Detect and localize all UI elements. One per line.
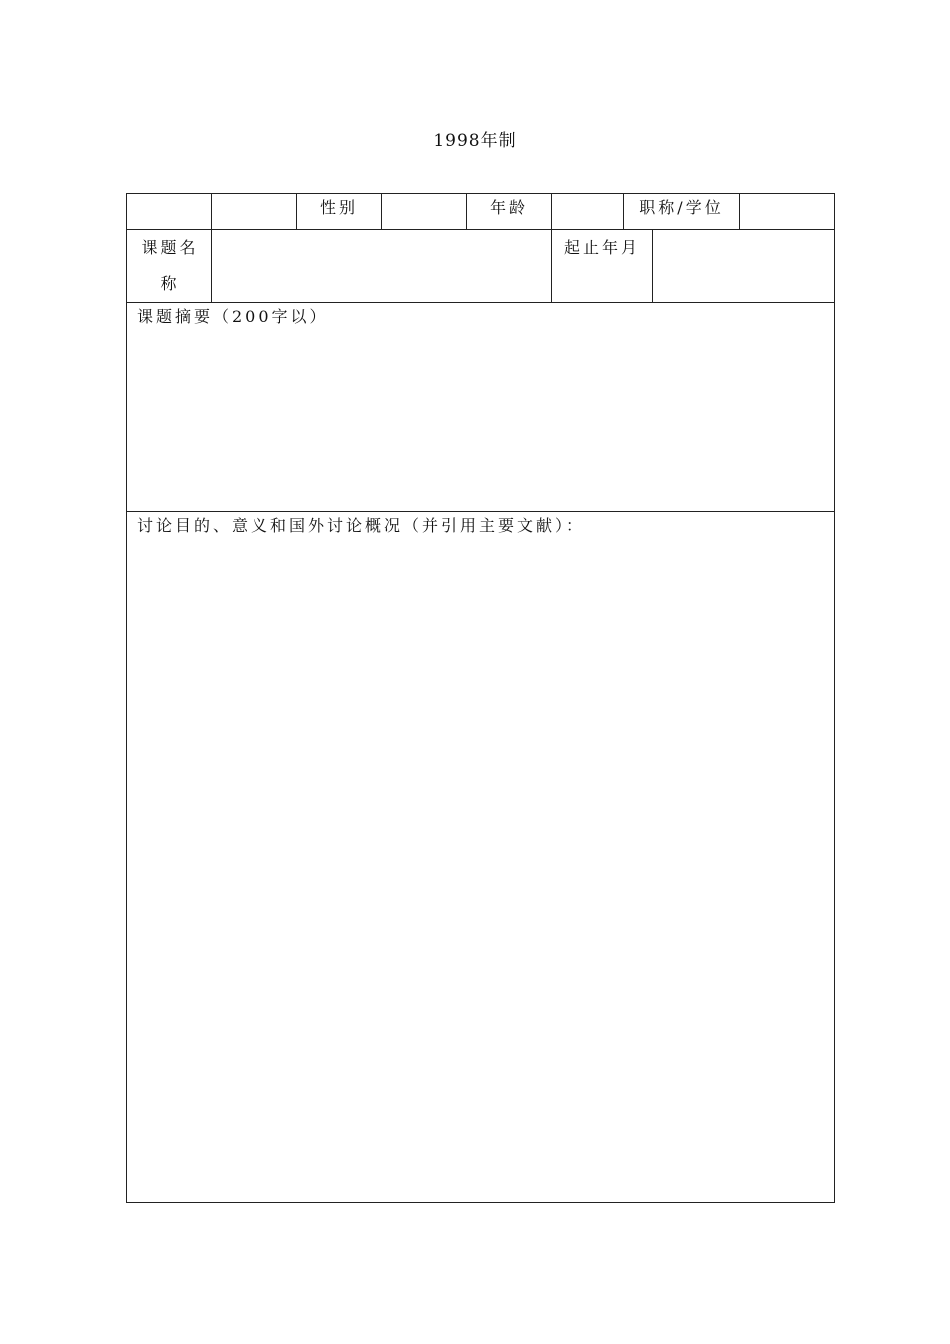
gender-value-cell[interactable]	[382, 194, 467, 230]
age-label: 年龄	[467, 194, 552, 230]
application-form-table	[126, 193, 835, 1203]
document-year-header: 1998年制	[433, 131, 517, 151]
topic-row	[127, 230, 835, 303]
topic-name-value-cell[interactable]	[212, 230, 552, 303]
abstract-cell[interactable]	[127, 303, 835, 512]
abstract-label: 课题摘要（200字以）	[137, 307, 329, 326]
title-degree-value-cell[interactable]	[740, 194, 835, 230]
topic-name-label	[127, 230, 212, 303]
topic-name-label-line2: 称	[160, 274, 180, 293]
period-label: 起止年月	[552, 230, 653, 303]
topic-name-label-line1: 课题名	[141, 238, 199, 257]
age-value-cell[interactable]	[552, 194, 624, 230]
abstract-row	[127, 303, 835, 512]
name-value-cell[interactable]	[212, 194, 297, 230]
title-degree-label: 职称/学位	[624, 194, 740, 230]
research-cell[interactable]	[127, 512, 835, 1203]
gender-label: 性别	[297, 194, 382, 230]
period-value-cell[interactable]	[653, 230, 835, 303]
name-label-cell	[127, 194, 212, 230]
personal-info-row	[127, 194, 835, 230]
research-row	[127, 512, 835, 1203]
research-label: 讨论目的、意义和国外讨论概况（并引用主要文献）：	[137, 516, 586, 535]
